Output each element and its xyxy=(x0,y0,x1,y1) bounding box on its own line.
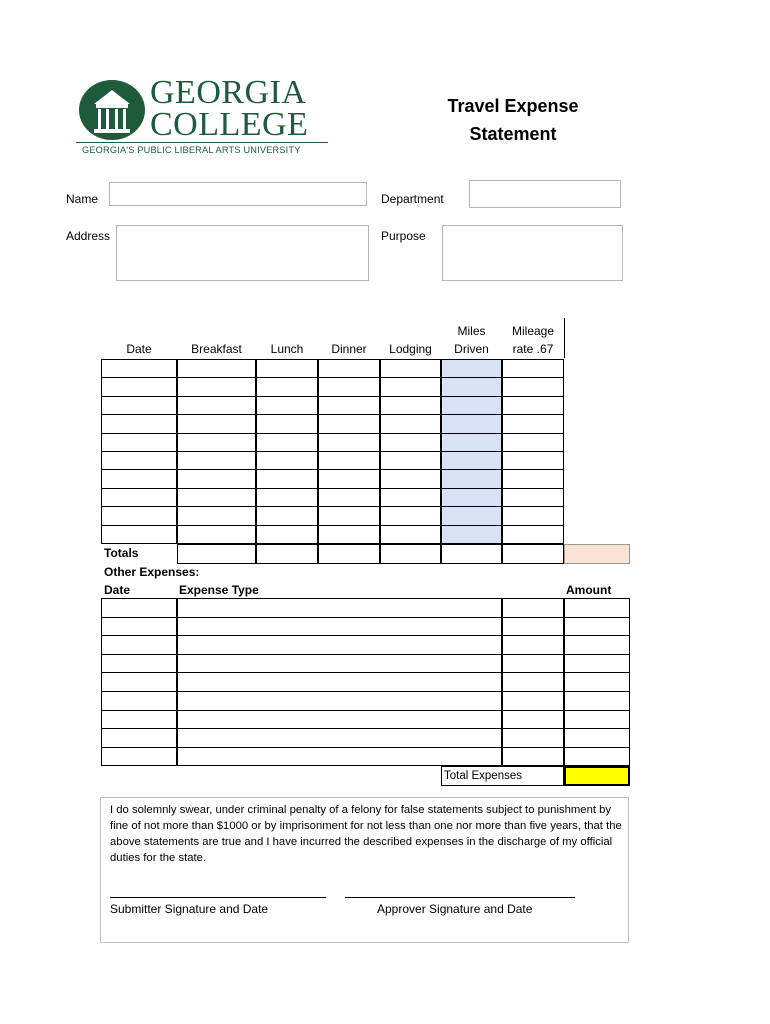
expense-type-cell[interactable] xyxy=(177,617,502,637)
dinner-cell[interactable] xyxy=(318,414,380,433)
date-cell[interactable] xyxy=(101,359,177,378)
breakfast-cell[interactable] xyxy=(177,377,256,396)
logo-name-line2: COLLEGE xyxy=(150,106,309,143)
amount-cell[interactable] xyxy=(564,598,630,618)
lunch-cell[interactable] xyxy=(256,359,318,378)
miles-cell[interactable] xyxy=(441,506,502,525)
amount-cell[interactable] xyxy=(564,672,630,692)
miles-cell[interactable] xyxy=(441,396,502,415)
approver-signature-line[interactable] xyxy=(345,897,575,898)
miles-cell[interactable] xyxy=(441,377,502,396)
date-cell[interactable] xyxy=(101,396,177,415)
header-mileage xyxy=(502,322,564,358)
date-cell[interactable] xyxy=(101,451,177,470)
date-cell[interactable] xyxy=(101,488,177,507)
name-label: Name xyxy=(66,192,99,206)
other-blank-cell[interactable] xyxy=(502,617,564,637)
total-amount-cell[interactable] xyxy=(564,544,630,564)
header-lodging: Lodging xyxy=(389,342,432,356)
breakfast-cell[interactable] xyxy=(177,506,256,525)
header-miles-line1: Miles xyxy=(457,324,486,338)
amount-cell[interactable] xyxy=(564,691,630,711)
header-date: Date xyxy=(126,342,152,356)
dinner-cell[interactable] xyxy=(318,469,380,488)
header-dinner: Dinner xyxy=(331,342,367,356)
lodging-cell[interactable] xyxy=(380,506,441,525)
form-title: Travel Expense Statement xyxy=(447,96,579,144)
lunch-cell[interactable] xyxy=(256,525,318,544)
lodging-cell[interactable] xyxy=(380,359,441,378)
dinner-cell[interactable] xyxy=(318,506,380,525)
other-blank-cell[interactable] xyxy=(502,672,564,692)
mileage-cell[interactable] xyxy=(502,451,564,470)
lunch-cell[interactable] xyxy=(256,396,318,415)
other-date-cell[interactable] xyxy=(101,598,177,618)
dinner-cell[interactable] xyxy=(318,377,380,396)
name-field[interactable] xyxy=(109,182,367,206)
header-mileage-line1: Mileage xyxy=(511,324,555,338)
gazebo-logo-icon xyxy=(76,78,148,142)
mileage-cell[interactable] xyxy=(502,396,564,415)
total-lodging-cell[interactable] xyxy=(380,544,441,564)
logo-name-line1: GEORGIA xyxy=(150,74,307,111)
date-cell[interactable] xyxy=(101,469,177,488)
expense-type-cell[interactable] xyxy=(177,747,502,767)
other-date-cell[interactable] xyxy=(101,691,177,711)
date-cell[interactable] xyxy=(101,433,177,452)
dinner-cell[interactable] xyxy=(318,525,380,544)
other-date-cell[interactable] xyxy=(101,710,177,730)
mileage-cell[interactable] xyxy=(502,488,564,507)
breakfast-cell[interactable] xyxy=(177,525,256,544)
lodging-cell[interactable] xyxy=(380,414,441,433)
dinner-cell[interactable] xyxy=(318,488,380,507)
lodging-cell[interactable] xyxy=(380,396,441,415)
miles-cell[interactable] xyxy=(441,433,502,452)
dinner-cell[interactable] xyxy=(318,433,380,452)
approver-signature-label: Approver Signature and Date xyxy=(377,902,533,916)
department-field[interactable] xyxy=(469,180,621,208)
miles-cell[interactable] xyxy=(441,469,502,488)
amount-cell[interactable] xyxy=(564,635,630,655)
department-label: Department xyxy=(381,192,444,206)
total-expenses-label-cell xyxy=(441,766,564,786)
date-cell[interactable] xyxy=(101,525,177,544)
other-date-cell[interactable] xyxy=(101,617,177,637)
logo-tagline: GEORGIA'S PUBLIC LIBERAL ARTS UNIVERSITY xyxy=(82,145,301,155)
miles-cell[interactable] xyxy=(441,414,502,433)
expense-type-cell[interactable] xyxy=(177,672,502,692)
other-blank-cell[interactable] xyxy=(502,728,564,748)
amount-cell[interactable] xyxy=(564,710,630,730)
other-blank-cell[interactable] xyxy=(502,598,564,618)
date-cell[interactable] xyxy=(101,414,177,433)
mileage-cell[interactable] xyxy=(502,469,564,488)
other-date-cell[interactable] xyxy=(101,672,177,692)
expense-type-cell[interactable] xyxy=(177,710,502,730)
miles-cell[interactable] xyxy=(441,451,502,470)
breakfast-cell[interactable] xyxy=(177,396,256,415)
other-blank-cell[interactable] xyxy=(502,635,564,655)
amount-cell[interactable] xyxy=(564,747,630,767)
college-logo xyxy=(76,74,332,160)
lunch-cell[interactable] xyxy=(256,506,318,525)
purpose-label: Purpose xyxy=(381,229,426,243)
expense-type-header: Expense Type xyxy=(179,583,259,597)
dinner-cell[interactable] xyxy=(318,359,380,378)
expense-type-cell[interactable] xyxy=(177,691,502,711)
lodging-cell[interactable] xyxy=(380,488,441,507)
other-expenses-label: Other Expenses: xyxy=(104,565,200,579)
other-blank-cell[interactable] xyxy=(502,710,564,730)
total-miles-cell[interactable] xyxy=(441,544,502,564)
header-miles xyxy=(441,322,502,358)
submitter-signature-label: Submitter Signature and Date xyxy=(110,902,269,916)
breakfast-cell[interactable] xyxy=(177,451,256,470)
other-blank-cell[interactable] xyxy=(502,747,564,767)
total-expenses-label: Total Expenses xyxy=(444,770,522,782)
breakfast-cell[interactable] xyxy=(177,433,256,452)
other-date-cell[interactable] xyxy=(101,728,177,748)
date-cell[interactable] xyxy=(101,506,177,525)
total-lunch-cell[interactable] xyxy=(256,544,318,564)
breakfast-cell[interactable] xyxy=(177,488,256,507)
mileage-cell[interactable] xyxy=(502,414,564,433)
mileage-cell[interactable] xyxy=(502,377,564,396)
breakfast-cell[interactable] xyxy=(177,359,256,378)
expense-type-cell[interactable] xyxy=(177,598,502,618)
header-miles-line2: Driven xyxy=(454,342,489,356)
lodging-cell[interactable] xyxy=(380,377,441,396)
mileage-cell[interactable] xyxy=(502,433,564,452)
mileage-cell[interactable] xyxy=(502,506,564,525)
mileage-header-divider xyxy=(564,318,565,358)
header-breakfast: Breakfast xyxy=(191,342,242,356)
mileage-cell[interactable] xyxy=(502,359,564,378)
total-mileage-cell[interactable] xyxy=(502,544,564,564)
other-date-header: Date xyxy=(104,583,131,597)
lunch-cell[interactable] xyxy=(256,433,318,452)
expense-type-cell[interactable] xyxy=(177,654,502,674)
other-date-cell[interactable] xyxy=(101,635,177,655)
other-blank-cell[interactable] xyxy=(502,654,564,674)
total-dinner-cell[interactable] xyxy=(318,544,380,564)
mileage-cell[interactable] xyxy=(502,525,564,544)
expense-type-cell[interactable] xyxy=(177,728,502,748)
totals-label: Totals xyxy=(104,546,139,560)
breakfast-cell[interactable] xyxy=(177,469,256,488)
lunch-cell[interactable] xyxy=(256,469,318,488)
other-blank-cell[interactable] xyxy=(502,691,564,711)
total-breakfast-cell[interactable] xyxy=(177,544,256,564)
miles-cell[interactable] xyxy=(441,525,502,544)
amount-cell[interactable] xyxy=(564,728,630,748)
address-label: Address xyxy=(66,229,111,243)
lodging-cell[interactable] xyxy=(380,469,441,488)
header-lunch: Lunch xyxy=(270,342,304,356)
miles-cell[interactable] xyxy=(441,359,502,378)
lunch-cell[interactable] xyxy=(256,488,318,507)
total-expenses-field[interactable] xyxy=(564,766,630,786)
header-mileage-line2: rate .67 xyxy=(512,342,554,356)
miles-cell[interactable] xyxy=(441,488,502,507)
lunch-cell[interactable] xyxy=(256,451,318,470)
purpose-field[interactable] xyxy=(442,225,623,281)
other-date-cell[interactable] xyxy=(101,654,177,674)
declaration-text: I do solemnly swear, under criminal penalty of a felony for false statements subject to punishment by fine of not more than $1000 or by imprisonment for not less than one nor more than five years, that the above statements are true and I have incurred the described expenses in the discharge of my official duties for the state. xyxy=(110,804,622,864)
submitter-signature-line[interactable] xyxy=(110,897,326,898)
lodging-cell[interactable] xyxy=(380,433,441,452)
lodging-cell[interactable] xyxy=(380,525,441,544)
other-date-cell[interactable] xyxy=(101,747,177,767)
dinner-cell[interactable] xyxy=(318,396,380,415)
amount-cell[interactable] xyxy=(564,654,630,674)
expense-type-cell[interactable] xyxy=(177,635,502,655)
date-cell[interactable] xyxy=(101,377,177,396)
breakfast-cell[interactable] xyxy=(177,414,256,433)
address-field[interactable] xyxy=(116,225,369,281)
dinner-cell[interactable] xyxy=(318,451,380,470)
logo-rule xyxy=(76,142,328,143)
amount-header: Amount xyxy=(566,583,612,597)
lunch-cell[interactable] xyxy=(256,377,318,396)
lodging-cell[interactable] xyxy=(380,451,441,470)
lunch-cell[interactable] xyxy=(256,414,318,433)
amount-cell[interactable] xyxy=(564,617,630,637)
